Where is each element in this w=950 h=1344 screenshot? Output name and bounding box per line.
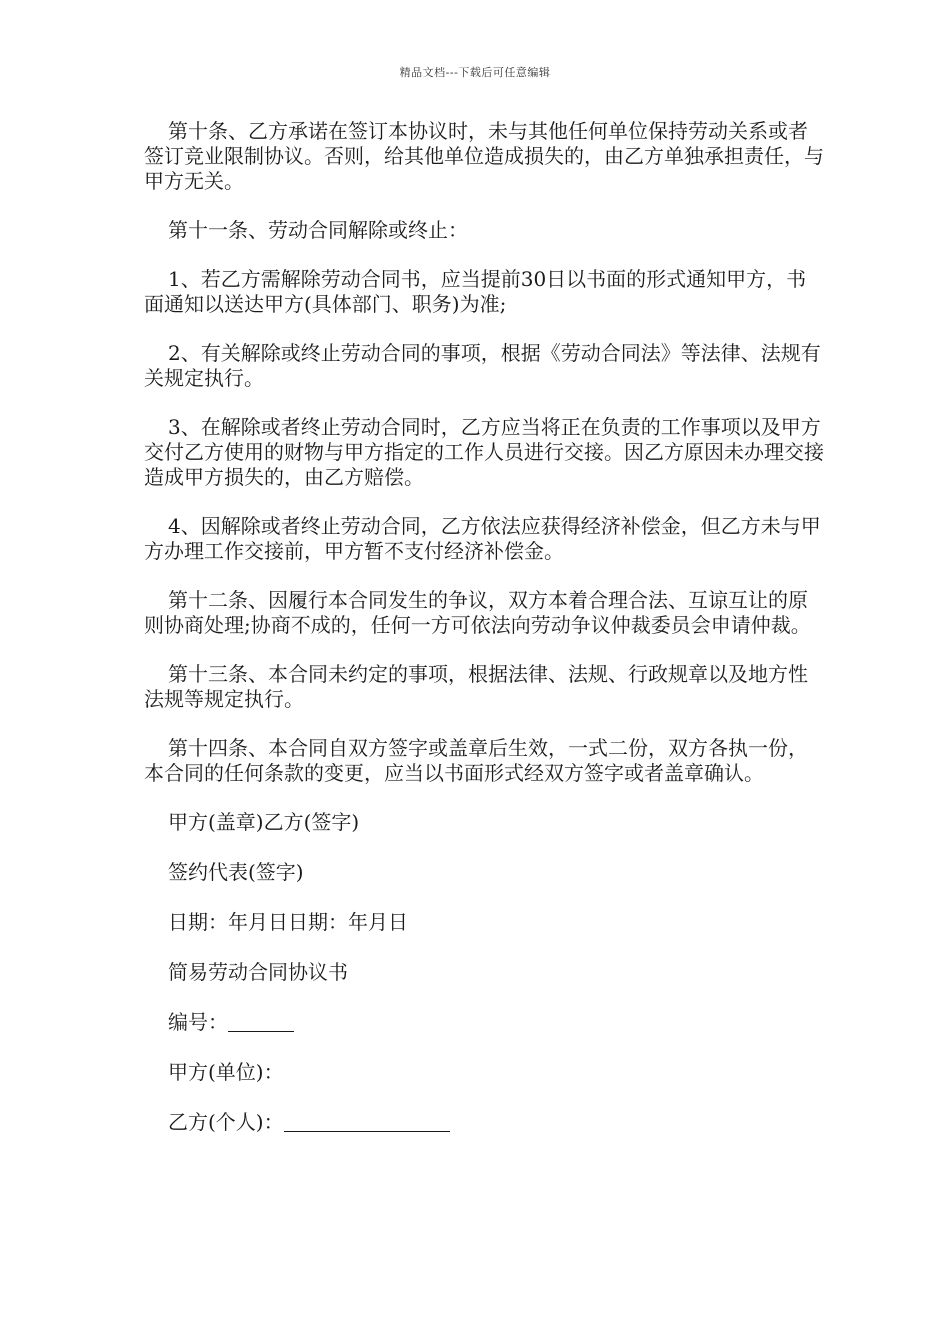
party-a-label: 甲方(单位)： (168, 1060, 284, 1084)
signature-parties: 甲方(盖章)乙方(签字) (168, 810, 360, 834)
signature-representative: 签约代表(签字) (168, 860, 304, 884)
article-11-item-4: 4、因解除或者终止劳动合同，乙方依法应获得经济补偿金，但乙方未与甲方办理工作交接前，甲方暂不支付经济补偿金。 (144, 514, 821, 563)
document-body (144, 119, 826, 1160)
article-11-item-2: 2、有关解除或终止劳动合同的事项，根据《劳动合同法》等法律、法规有关规定执行。 (144, 341, 821, 390)
contract-number-blank (228, 1013, 294, 1032)
article-10: 第十条、乙方承诺在签订本协议时，未与其他任何单位保持劳动关系或者签订竞业限制协议。否则，给其他单位造成损失的，由乙方单独承担责任，与甲方无关。 (144, 119, 824, 193)
article-14: 第十四条、本合同自双方签字或盖章后生效，一式二份，双方各执一份，本合同的任何条款的变更，应当以书面形式经双方签字或者盖章确认。 (144, 736, 808, 785)
party-a-row (168, 1060, 826, 1085)
signature-dates: 日期：年月日日期：年月日 (168, 910, 408, 934)
contract-number-label: 编号： (168, 1010, 228, 1034)
article-12: 第十二条、因履行本合同发生的争议，双方本着合理合法、互谅互让的原则协商处理;协商不成的，任何一方可依法向劳动争议仲裁委员会申请仲裁。 (144, 588, 811, 637)
article-13: 第十三条、本合同未约定的事项，根据法律、法规、行政规章以及地方性法规等规定执行。 (144, 662, 808, 711)
contract-title: 简易劳动合同协议书 (168, 960, 348, 984)
article-11-item-3: 3、在解除或者终止劳动合同时，乙方应当将正在负责的工作事项以及甲方交付乙方使用的财物与甲方指定的工作人员进行交接。因乙方原因未办理交接造成甲方损失的，由乙方赔偿。 (144, 415, 824, 489)
contract-number-row (168, 1010, 826, 1035)
party-b-label: 乙方(个人)： (168, 1110, 284, 1134)
article-11-heading: 第十一条、劳动合同解除或终止： (168, 218, 468, 242)
article-11-item-1: 1、若乙方需解除劳动合同书，应当提前30日以书面的形式通知甲方，书面通知以送达甲方(具体部门、职务)为准; (144, 267, 807, 316)
party-b-row (168, 1110, 826, 1135)
page-header: 精品文档---下载后可任意编辑 (399, 66, 551, 79)
party-b-blank (284, 1113, 450, 1132)
